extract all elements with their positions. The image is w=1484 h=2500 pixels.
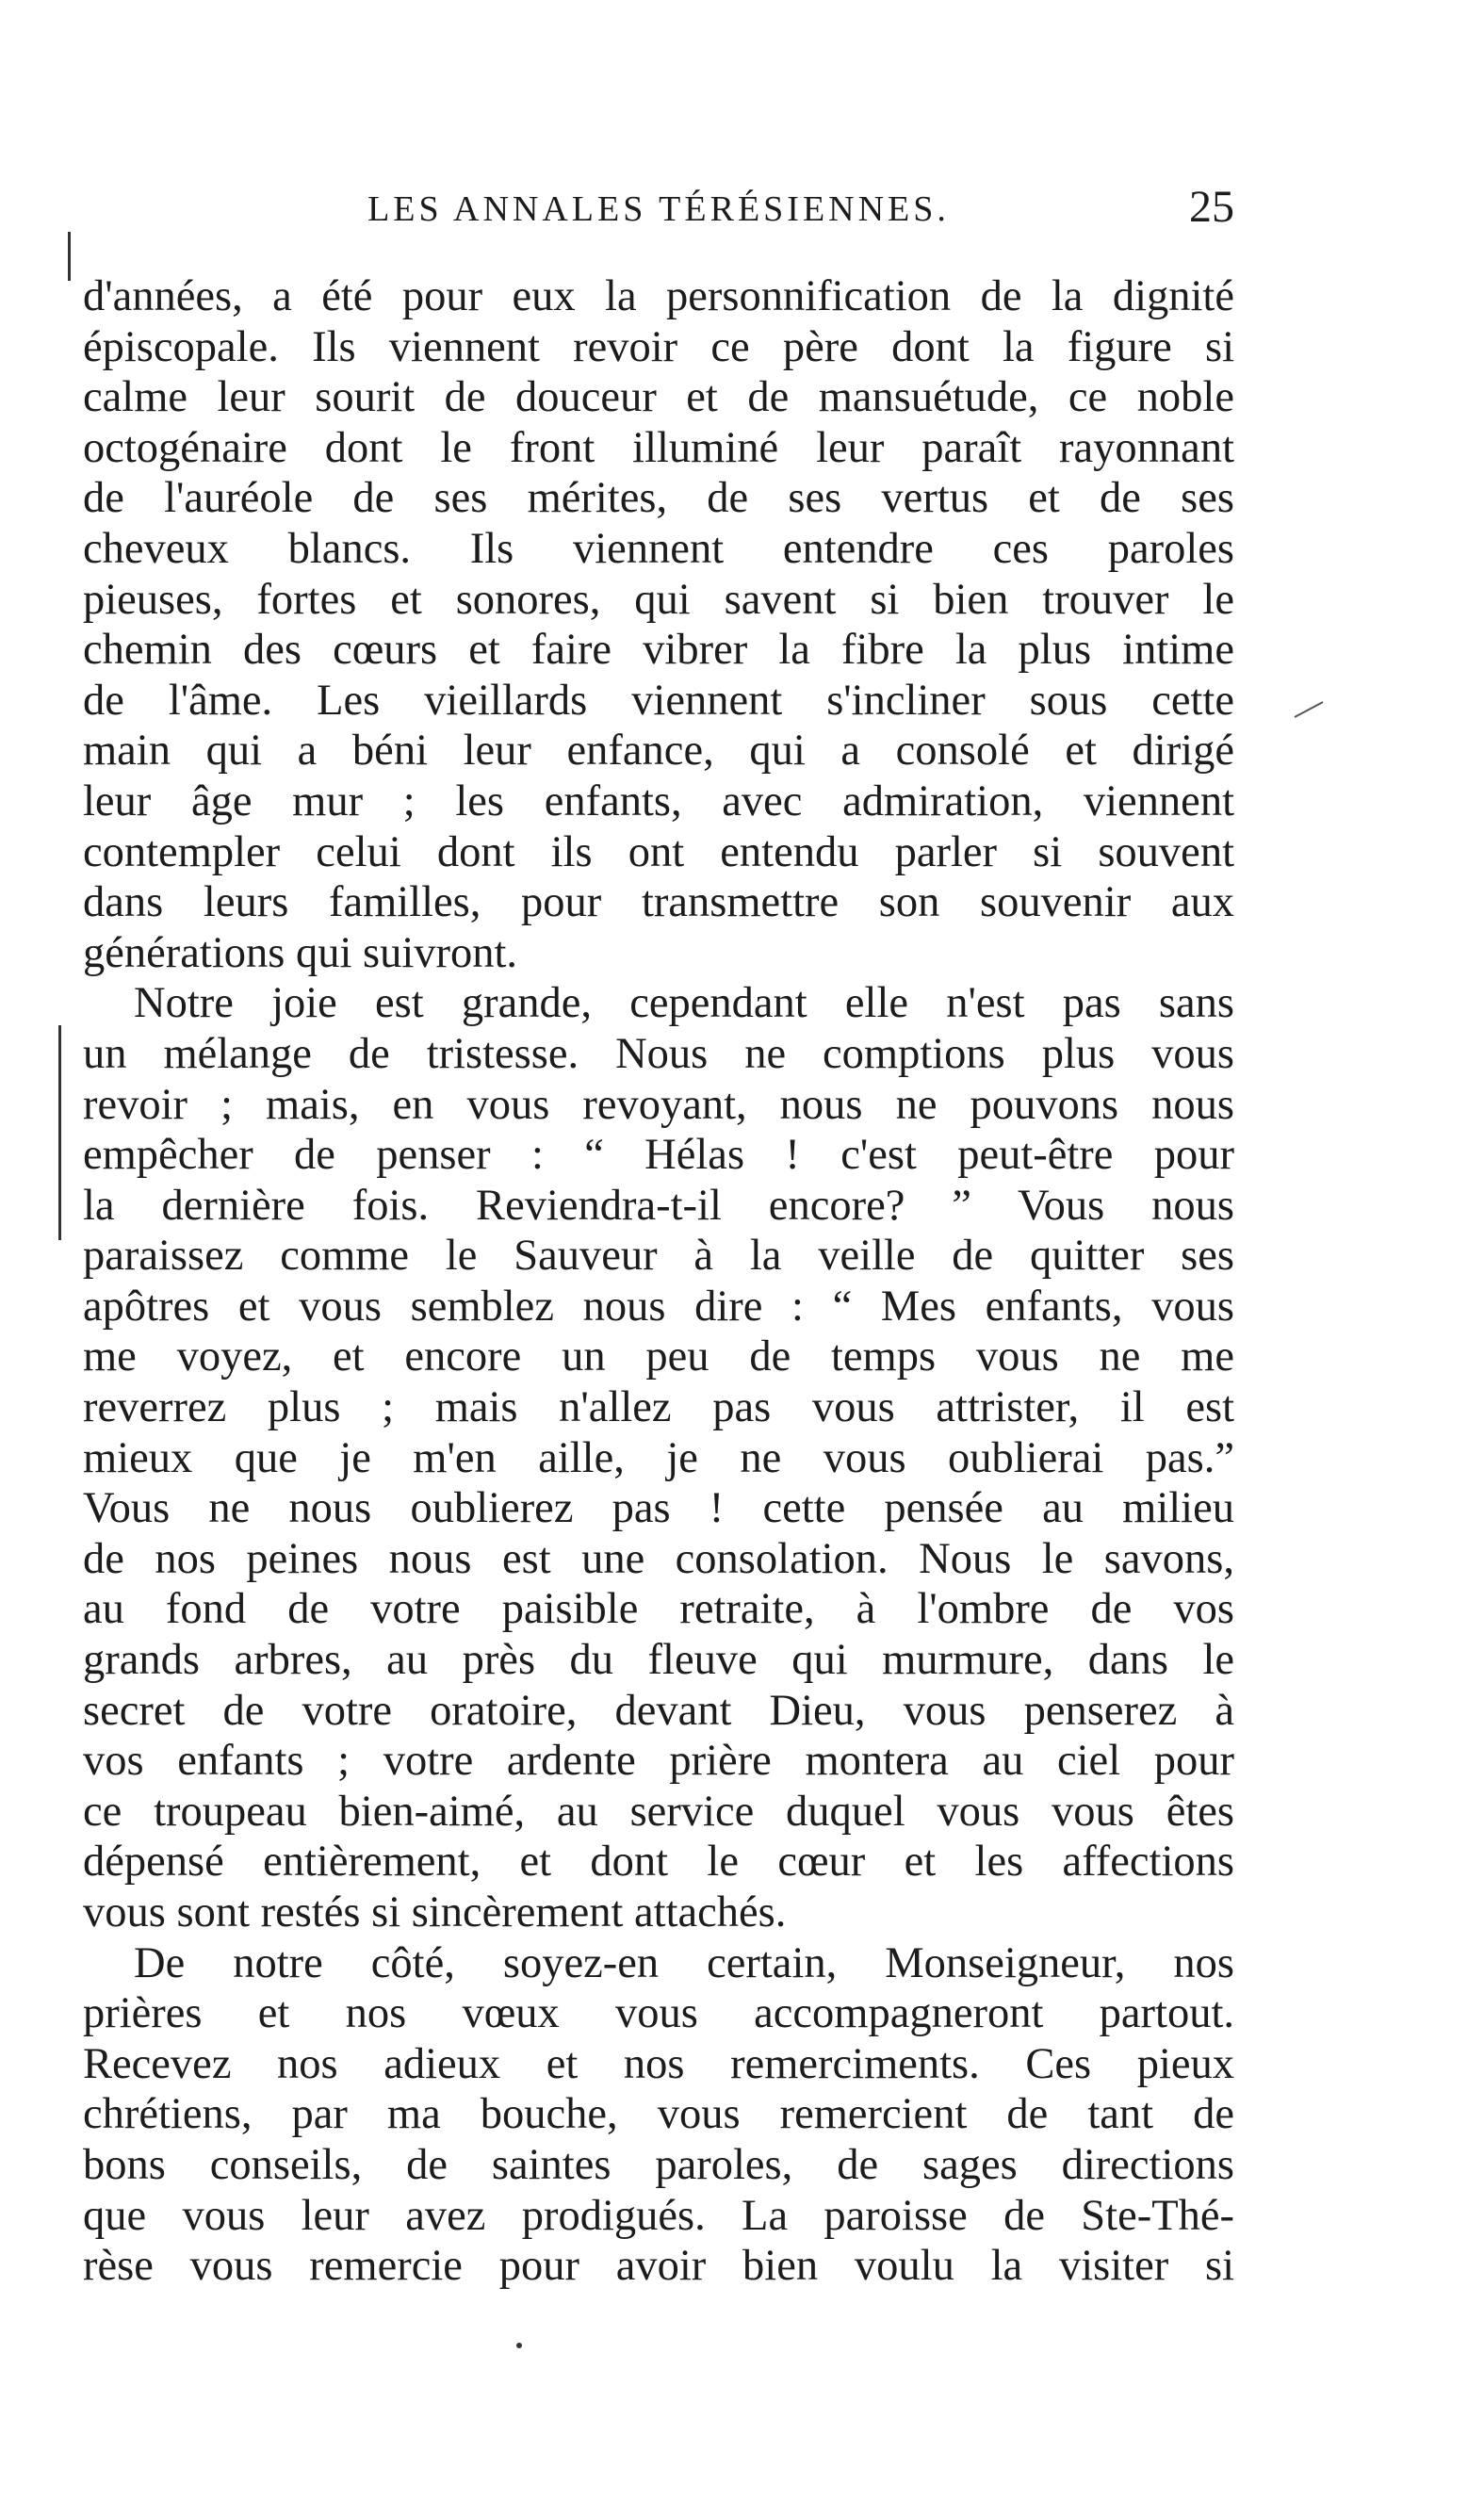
paragraph-continued bbox=[83, 271, 1234, 978]
text-line: chrétiens, par ma bouche, vous remercient de tant de bbox=[83, 2090, 1234, 2139]
text-line: rèse vous remercie pour avoir bien voulu la visiter si bbox=[83, 2242, 1234, 2291]
text-line: chemin des cœurs et faire vibrer la fibre la plus intime bbox=[83, 626, 1234, 675]
text-line: main qui a béni leur enfance, qui a consolé et dirigé bbox=[83, 727, 1234, 776]
text-line: reverrez plus ; mais n'allez pas vous attrister, il est bbox=[83, 1383, 1234, 1432]
text-line: Vous ne nous oublierez pas ! cette pensée au milieu bbox=[83, 1484, 1234, 1533]
text-line: leur âge mur ; les enfants, avec admiration, viennent bbox=[83, 776, 1234, 825]
text-line: calme leur sourit de douceur et de mansuétude, ce noble bbox=[83, 373, 1234, 422]
paragraph-joy-and-sadness bbox=[83, 978, 1234, 1937]
text-line: revoir ; mais, en vous revoyant, nous ne pouvons nous bbox=[83, 1080, 1234, 1129]
text-line: un mélange de tristesse. Nous ne comptions plus vous bbox=[83, 1029, 1234, 1078]
text-line: ce troupeau bien-aimé, au service duquel vous vous êtes bbox=[83, 1787, 1234, 1836]
text-line: empêcher de penser : “ Hélas ! c'est peut-être pour bbox=[83, 1131, 1234, 1180]
text-line: vos enfants ; votre ardente prière montera au ciel pour bbox=[83, 1737, 1234, 1786]
text-line: de l'auréole de ses mérites, de ses vertus et de ses bbox=[83, 474, 1234, 523]
text-line: Notre joie est grande, cependant elle n'est pas sans bbox=[134, 979, 1234, 1028]
margin-rule-mark bbox=[58, 1025, 61, 1240]
text-line: cheveux blancs. Ils viennent entendre ces paroles bbox=[83, 524, 1234, 573]
text-line: la dernière fois. Reviendra-t-il encore? ” Vous nous bbox=[83, 1181, 1234, 1230]
text-line: grands arbres, au près du fleuve qui murmure, dans le bbox=[83, 1636, 1234, 1685]
text-line: octogénaire dont le front illuminé leur paraît rayonnant bbox=[83, 423, 1234, 472]
margin-tick-mark bbox=[1295, 701, 1324, 718]
text-line: dépensé entièrement, et dont le cœur et les affections bbox=[83, 1838, 1234, 1887]
text-line: De notre côté, soyez-en certain, Monseigneur, nos bbox=[134, 1938, 1234, 1987]
text-line: de nos peines nous est une consolation. Nous le savons, bbox=[83, 1534, 1234, 1583]
text-line: dans leurs familles, pour transmettre son souvenir aux bbox=[83, 878, 1234, 927]
paragraph-thanks bbox=[83, 1938, 1234, 2292]
text-line: prières et nos vœux vous accompagneront partout. bbox=[83, 1989, 1234, 2038]
text-line: contempler celui dont ils ont entendu parler si souvent bbox=[83, 827, 1234, 876]
text-line: de l'âme. Les vieillards viennent s'incliner sous cette bbox=[83, 676, 1234, 725]
text-line: au fond de votre paisible retraite, à l'ombre de vos bbox=[83, 1585, 1234, 1634]
running-head bbox=[83, 182, 1234, 245]
margin-rule-mark bbox=[68, 232, 71, 281]
text-line: d'années, a été pour eux la personnification de la dignité bbox=[83, 272, 1234, 320]
text-line: que vous leur avez prodigués. La paroisse de Ste-Thé- bbox=[83, 2191, 1234, 2240]
text-line: pieuses, fortes et sonores, qui savent si bien trouver le bbox=[83, 575, 1234, 624]
text-line: bons conseils, de saintes paroles, de sages directions bbox=[83, 2140, 1234, 2189]
text-line: générations qui suivront. bbox=[83, 928, 518, 977]
body-text bbox=[83, 271, 1234, 2292]
text-line: vous sont restés si sincèrement attachés. bbox=[83, 1888, 787, 1936]
text-line: épiscopale. Ils viennent revoir ce père dont la figure si bbox=[83, 322, 1234, 371]
text-line: apôtres et vous semblez nous dire : “ Mes enfants, vous bbox=[83, 1282, 1234, 1331]
text-line: mieux que je m'en aille, je ne vous oublierai pas.” bbox=[83, 1433, 1234, 1482]
ink-speck bbox=[516, 2343, 522, 2348]
page-number: 25 bbox=[1189, 182, 1234, 232]
running-title: LES ANNALES TÉRÉSIENNES. bbox=[367, 189, 950, 229]
text-line: Recevez nos adieux et nos remerciments. Ces pieux bbox=[83, 2039, 1234, 2088]
text-line: paraissez comme le Sauveur à la veille de quitter ses bbox=[83, 1232, 1234, 1281]
text-line: secret de votre oratoire, devant Dieu, vous penserez à bbox=[83, 1686, 1234, 1735]
text-line: me voyez, et encore un peu de temps vous ne me bbox=[83, 1332, 1234, 1381]
